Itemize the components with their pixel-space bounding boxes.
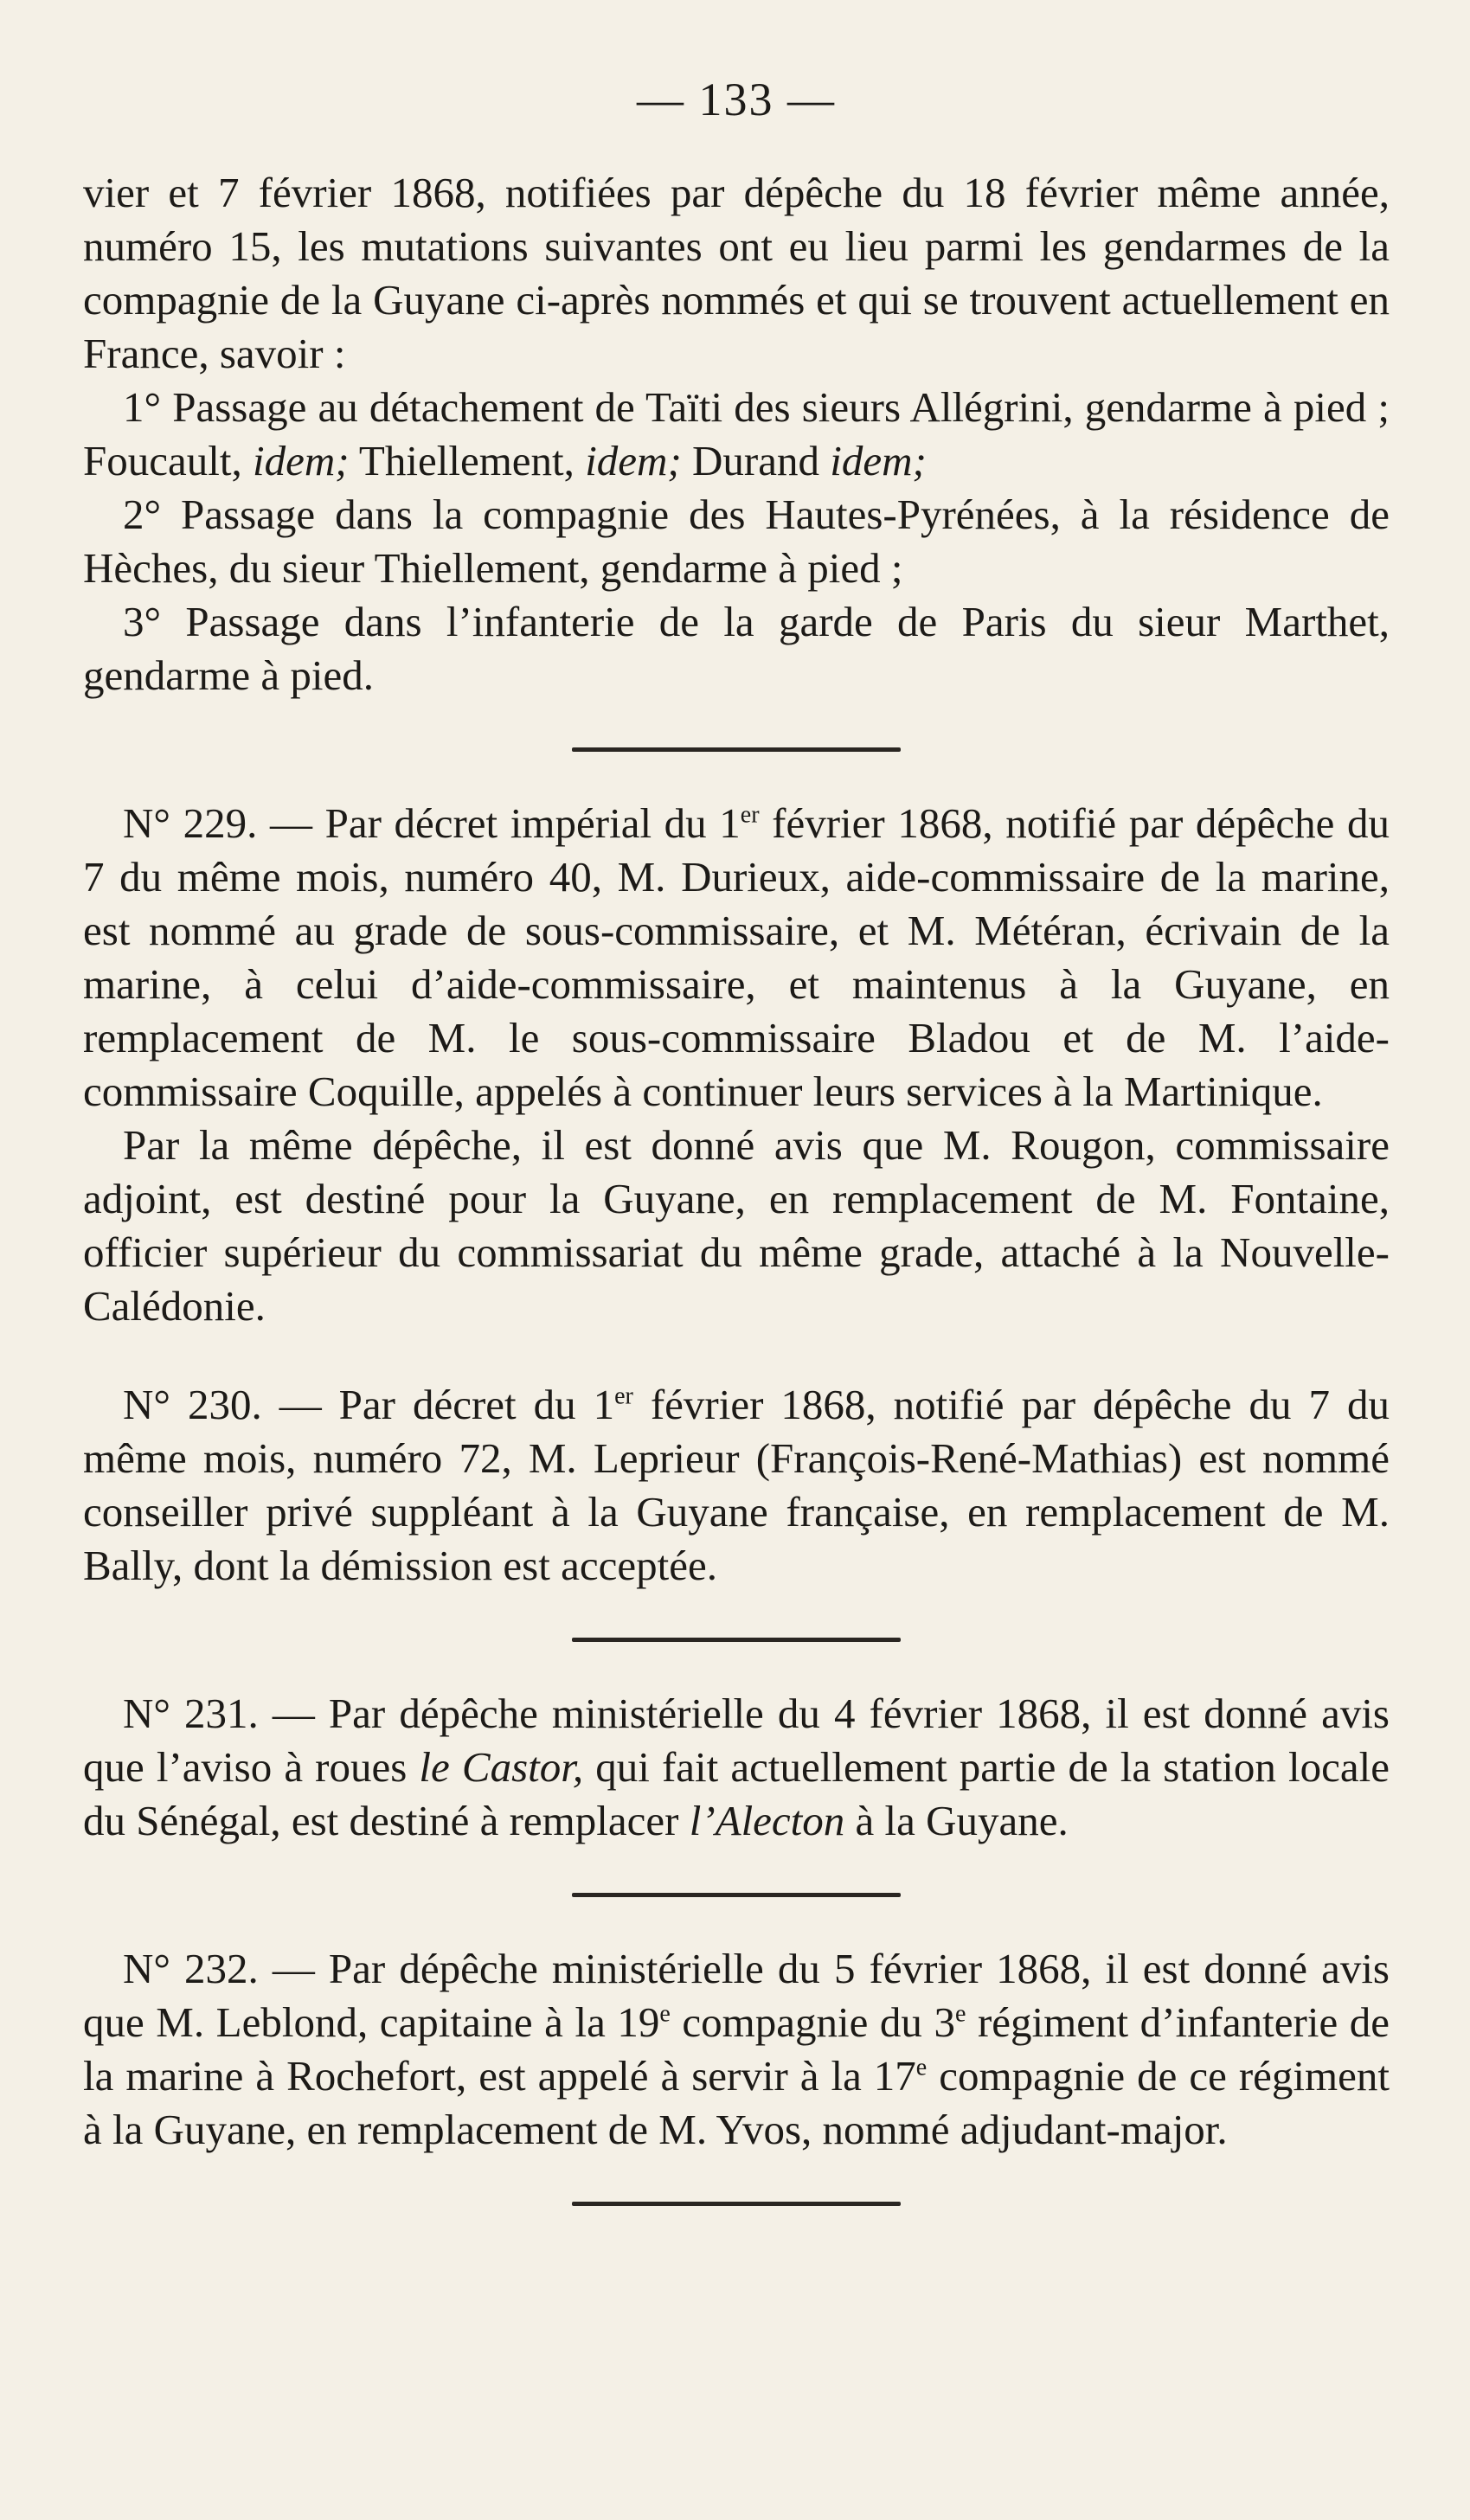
paragraph-gap <box>83 1333 1390 1378</box>
section-divider <box>572 1638 901 1642</box>
section-divider <box>572 1893 901 1897</box>
entry-231: N° 231. — Par dépêche ministérielle du 4 février 1868, il est donné avis que l’aviso à roues le Castor, qui fait actuellement partie de la station locale du Sénégal, est destiné à remplacer l’Alecton à la Guyane. <box>83 1690 1390 1844</box>
paragraph-passage-garde-paris: 3° Passage dans l’infanterie de la garde de Paris du sieur Marthet, gendarme à pied. <box>83 598 1390 699</box>
page-number: — 133 — <box>637 74 836 125</box>
entry-232: N° 232. — Par dépêche ministérielle du 5 février 1868, il est donné avis que M. Leblond, capitaine à la 19e compagnie du 3e régiment d’infanterie de la marine à Rochefort, est appelé à servir à la 17e compagnie de ce régiment à la Guyane, en remplacement de M. Yvos, nommé adjudant-major. <box>83 1945 1390 2153</box>
paragraph-mutations-intro: vier et 7 février 1868, notifiées par dépêche du 18 février même année, numéro 15, les mutations suivantes ont eu lieu parmi les gendarmes de la compagnie de la Guyane ci-après nommés et qui se trouvent actuellement en France, savoir : <box>83 169 1390 377</box>
section-divider <box>572 747 901 752</box>
entry-229-followup: Par la même dépêche, il est donné avis que M. Rougon, commissaire adjoint, est destiné pour la Guyane, en remplacement de M. Fontaine, officier supérieur du commissariat du même grade, attaché à la Nouvelle-Calédonie. <box>83 1121 1390 1330</box>
section-divider <box>572 2202 901 2206</box>
paragraph-passage-taiti: 1° Passage au détachement de Taïti des sieurs Allégrini, gendarme à pied ; Foucault, idem; Thiellement, idem; Durand idem; <box>83 383 1390 484</box>
paragraph-passage-hautes-pyrenees: 2° Passage dans la compagnie des Hautes-Pyrénées, à la résidence de Hèches, du sieur Thiellement, gendarme à pied ; <box>83 491 1390 592</box>
entry-229: N° 229. — Par décret impérial du 1er février 1868, notifié par dépêche du 7 du même mois, numéro 40, M. Durieux, aide-commissaire de la marine, est nommé au grade de sous-commissaire, et M. Météran, écrivain de la marine, à celui d’aide-commissaire, et maintenus à la Guyane, en remplacement de M. le sous-commissaire Bladou et de M. l’aide-commissaire Coquille, appelés à continuer leurs services à la Martinique. <box>83 799 1390 1115</box>
document-page <box>83 69 1390 2251</box>
entry-230: N° 230. — Par décret du 1er février 1868, notifié par dépêche du 7 du même mois, numéro 72, M. Leprieur (François-René-Mathias) est nommé conseiller privé suppléant à la Guyane française, en remplacement de M. Bally, dont la démission est acceptée. <box>83 1381 1390 1589</box>
